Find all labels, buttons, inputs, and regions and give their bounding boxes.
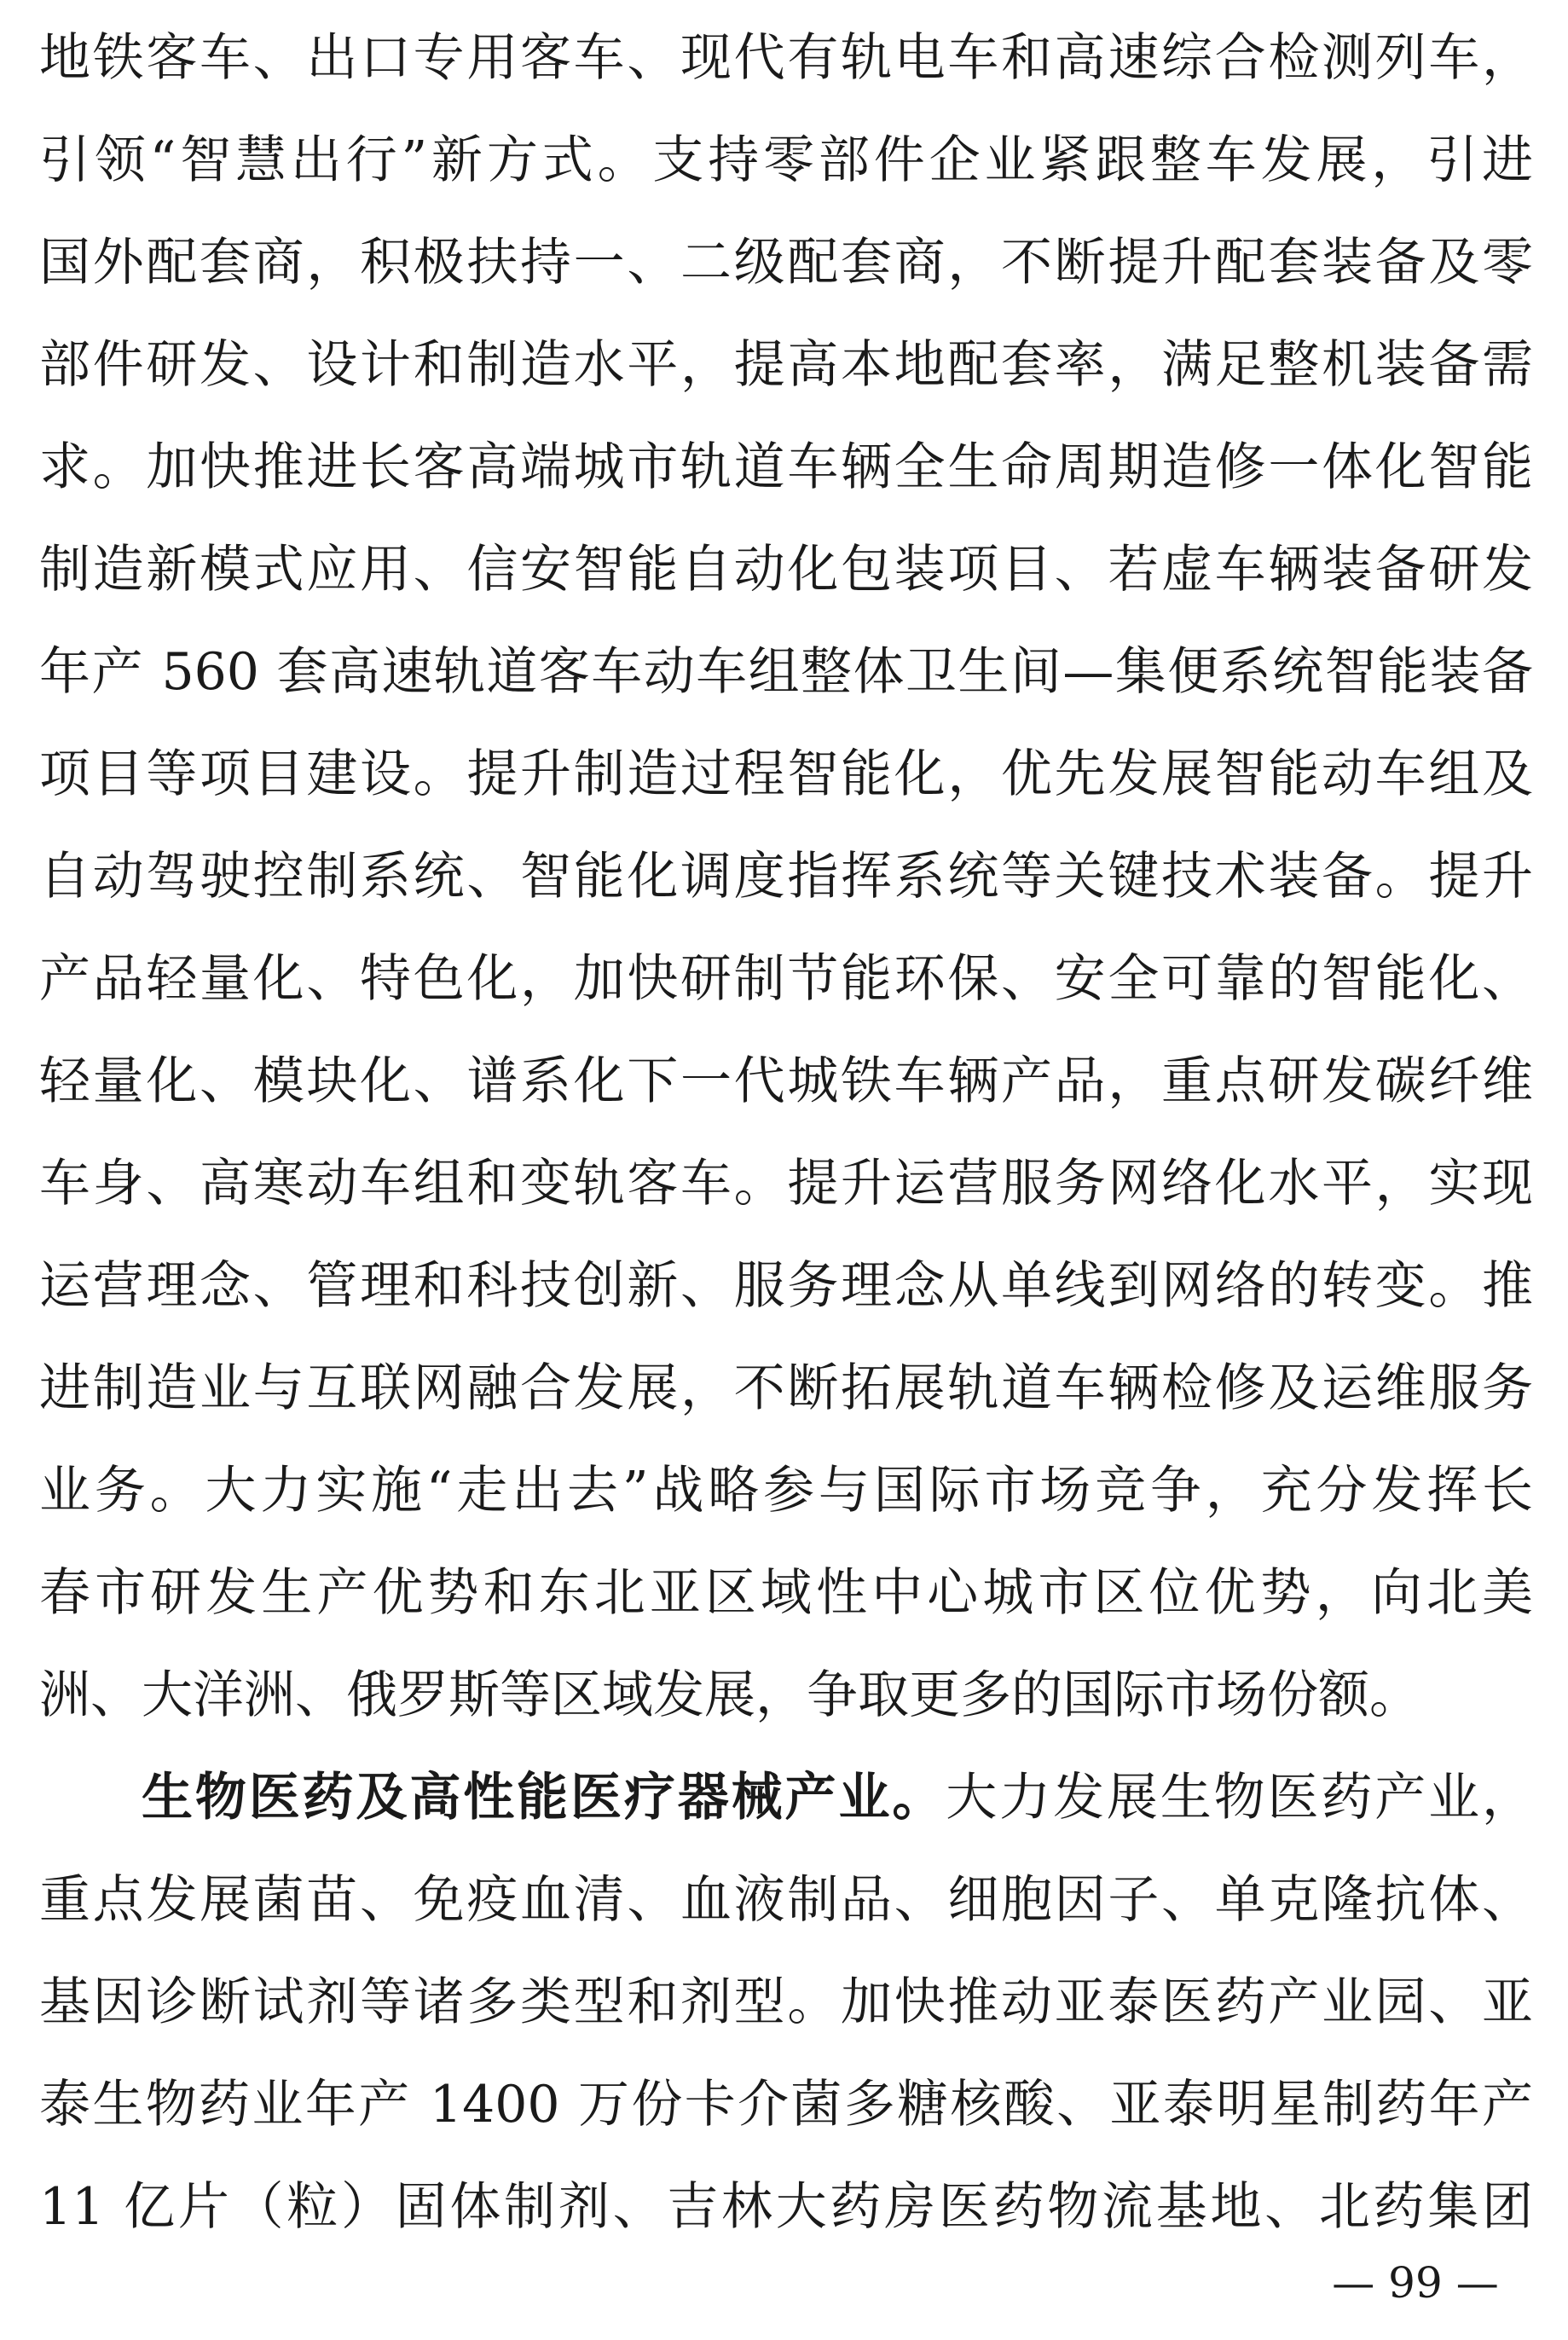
paragraph-line: 春市研发生产优势和东北亚区域性中心城市区位优势，向北美 [39,1563,1533,1623]
paragraph-line: 国外配套商，积极扶持一、二级配套商，不断提升配套装备及零 [39,233,1533,292]
paragraph-line: 自动驾驶控制系统、智能化调度指挥系统等关键技术装备。提升 [39,847,1533,906]
paragraph-line: 引领“智慧出行”新方式。支持零部件企业紧跟整车发展，引进 [39,130,1533,190]
paragraph-line: 年产 560 套高速轨道客车动车组整体卫生间—集便系统智能装备 [39,642,1533,702]
paragraph-line: 车身、高寒动车组和变轨客车。提升运营服务网络化水平，实现 [39,1154,1533,1213]
section-heading: 生物医药及高性能医疗器械产业。 [142,1768,946,1827]
paragraph-line: 轻量化、模块化、谱系化下一代城铁车辆产品，重点研发碳纤维 [39,1051,1533,1111]
paragraph-line: 制造新模式应用、信安智能自动化包装项目、若虚车辆装备研发 [39,540,1533,599]
paragraph-text: 大力发展生物医药产业， [946,1768,1533,1827]
paragraph-line: 产品轻量化、特色化，加快研制节能环保、安全可靠的智能化、 [39,949,1533,1009]
paragraph-line: 部件研发、设计和制造水平，提高本地配套率，满足整机装备需 [39,335,1533,395]
paragraph-line: 业务。大力实施“走出去”战略参与国际市场竞争，充分发挥长 [39,1461,1533,1520]
paragraph-line: 泰生物药业年产 1400 万份卡介菌多糖核酸、亚泰明星制药年产 [39,2075,1533,2134]
paragraph-first-line [142,1746,1533,1849]
paragraph-line: 洲、大洋洲、俄罗斯等区域发展，争取更多的国际市场份额。 [39,1665,1420,1725]
paragraph-line: 求。加快推进长客高端城市轨道车辆全生命周期造修一体化智能 [39,437,1533,497]
paragraph-line: 运营理念、管理和科技创新、服务理念从单线到网络的转变。推 [39,1256,1533,1316]
paragraph-line: 项目等项目建设。提升制造过程智能化，优先发展智能动车组及 [39,744,1533,804]
page-number: — 99 — [1332,2258,1499,2308]
paragraph-line: 进制造业与互联网融合发展，不断拓展轨道车辆检修及运维服务 [39,1358,1533,1418]
paragraph-line: 11 亿片（粒）固体制剂、吉林大药房医药物流基地、北药集团 [39,2177,1533,2237]
paragraph-line: 基因诊断试剂等诸多类型和剂型。加快推动亚泰医药产业园、亚 [39,1972,1533,2032]
paragraph-line: 重点发展菌苗、免疫血清、血液制品、细胞因子、单克隆抗体、 [39,1870,1533,1930]
paragraph-line: 地铁客车、出口专用客车、现代有轨电车和高速综合检测列车， [39,28,1533,88]
